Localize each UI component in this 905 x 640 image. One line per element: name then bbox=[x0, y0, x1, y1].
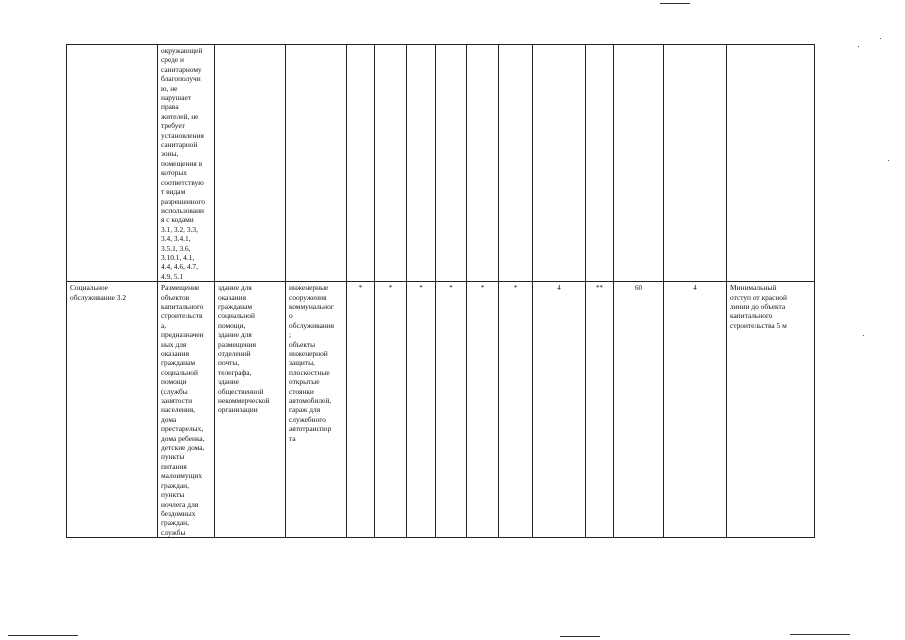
main-use-cell: окружающей среде и санитарному благополучи ю, не нарушает права жителей, не требует установления санитарной зоны, помещения в которых соответствую т видам разрешенного использовани я с кодами 3.1, 3.2, 3.3, 3.4, 3.4.1, 3.5.1, 3.6, 3.10.1, 4.1, 4.4, 4.6, 4.7, 4.9, 5.1 bbox=[158, 45, 215, 282]
main-use-cell: Размещение объектов капитального строительств а, предназначен ных для оказания гражданам социальной помощи (службы занятости населения, дома престарелых, дома ребенка, детские дома, пункты питания малоимущих граждан, пункты ночлега для бездомных граждан, службы bbox=[158, 282, 215, 538]
parameter-cell bbox=[614, 45, 664, 282]
parameter-cell bbox=[664, 45, 727, 282]
parameter-cell: * bbox=[407, 282, 436, 538]
scan-artifact bbox=[560, 636, 600, 637]
parameter-cell bbox=[375, 45, 407, 282]
parameter-cell bbox=[467, 45, 499, 282]
parameter-cell bbox=[499, 45, 533, 282]
auxiliary-use-cell bbox=[215, 45, 286, 282]
parameter-cell: 4 bbox=[533, 282, 586, 538]
parameter-cell: * bbox=[375, 282, 407, 538]
parameter-cell: 60 bbox=[614, 282, 664, 538]
scan-artifact bbox=[790, 634, 850, 635]
parameter-cell bbox=[347, 45, 375, 282]
table-row bbox=[67, 45, 815, 282]
scan-artifact bbox=[863, 335, 864, 336]
note-cell: Минимальный отступ от красной линии до объекта капитального строительства 5 м bbox=[727, 282, 815, 538]
scan-artifact bbox=[880, 38, 881, 39]
note-cell bbox=[727, 45, 815, 282]
zoning-regulations-table bbox=[66, 44, 815, 538]
parameter-cell: * bbox=[436, 282, 467, 538]
parameter-cell bbox=[407, 45, 436, 282]
parameter-cell: * bbox=[347, 282, 375, 538]
scan-artifact bbox=[660, 3, 690, 4]
scan-artifact bbox=[8, 635, 78, 636]
scan-artifact bbox=[888, 160, 889, 161]
parameter-cell: * bbox=[467, 282, 499, 538]
parameter-cell: * bbox=[499, 282, 533, 538]
scan-artifact bbox=[858, 46, 859, 47]
parameter-cell: 4 bbox=[664, 282, 727, 538]
parameter-cell bbox=[586, 45, 614, 282]
engineering-use-cell: инженерные сооружения коммунальног о обслуживания ; объекты инженерной защиты, плоскостные открытые стоянки автомобилей, гараж для служебного автотранспор та bbox=[286, 282, 347, 538]
parameter-cell: ** bbox=[586, 282, 614, 538]
engineering-use-cell bbox=[286, 45, 347, 282]
zone-name-cell bbox=[67, 45, 158, 282]
zone-name-cell: Социальное обслуживание 3.2 bbox=[67, 282, 158, 538]
parameter-cell bbox=[436, 45, 467, 282]
auxiliary-use-cell: здание для оказания гражданам социальной помощи, здание для размещения отделений почты, телеграфа, здание общественной некоммерческой организации bbox=[215, 282, 286, 538]
table-row bbox=[67, 282, 815, 538]
parameter-cell bbox=[533, 45, 586, 282]
